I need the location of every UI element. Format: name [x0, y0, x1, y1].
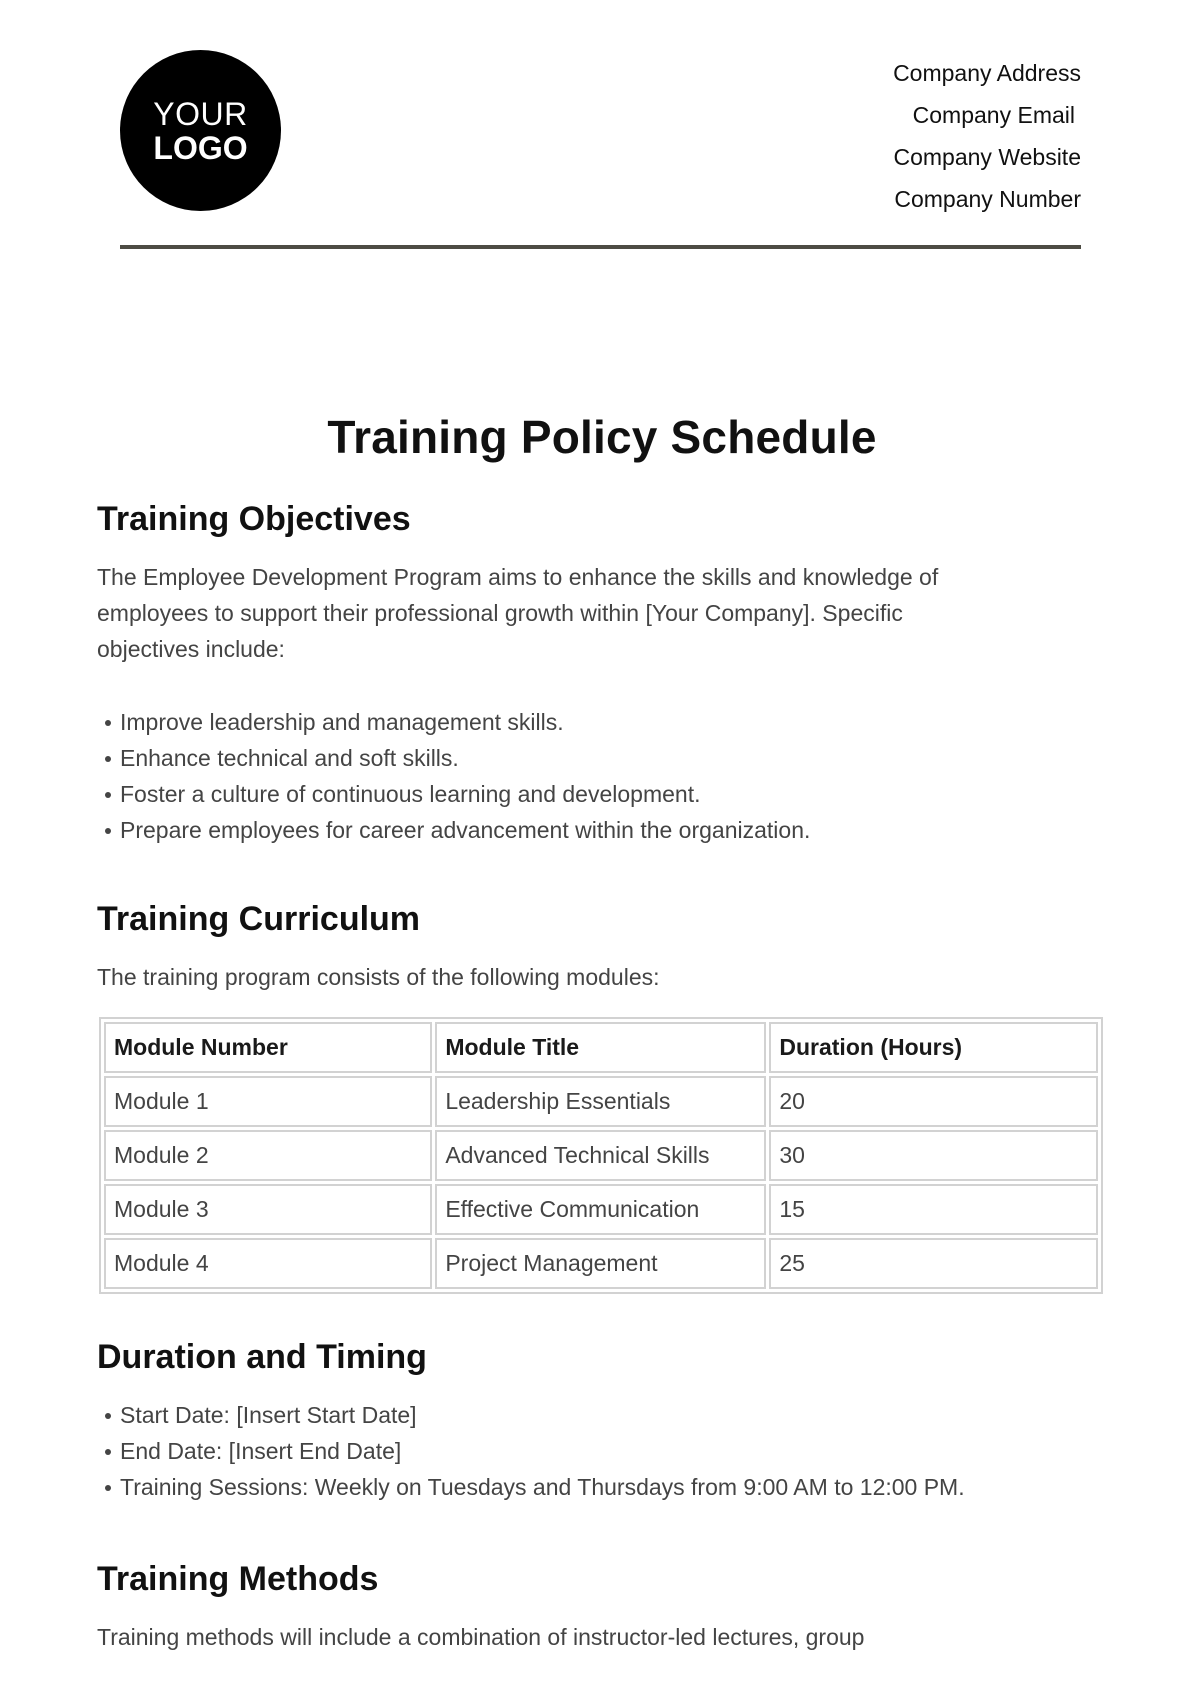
list-item: Foster a culture of continuous learning and development. — [97, 776, 1097, 812]
table-header-row — [104, 1022, 1098, 1073]
table-cell: Leadership Essentials — [435, 1076, 766, 1127]
methods-intro: Training methods will include a combination of instructor-led lectures, group — [97, 1624, 865, 1650]
list-item: Start Date: [Insert Start Date] — [97, 1397, 1097, 1433]
objectives-intro-line-3: objectives include: — [97, 636, 285, 662]
table-cell: Module 4 — [104, 1238, 432, 1289]
section-heading-timing: Duration and Timing — [97, 1338, 427, 1376]
section-heading-curriculum: Training Curriculum — [97, 900, 421, 938]
company-info — [893, 52, 1081, 220]
logo-text-logo: LOGO — [153, 129, 248, 166]
company-website: Company Website — [893, 144, 1081, 170]
table-row — [104, 1184, 1098, 1235]
curriculum-intro: The training program consists of the following modules: — [97, 964, 660, 990]
header-divider — [120, 245, 1081, 249]
table-cell: Effective Communication — [435, 1184, 766, 1235]
table-cell: 30 — [769, 1130, 1098, 1181]
table-cell: Module 3 — [104, 1184, 432, 1235]
table-row — [104, 1238, 1098, 1289]
table-row — [104, 1076, 1098, 1127]
objectives-intro-line-2: employees to support their professional growth within [Your Company]. Specific — [97, 600, 903, 626]
column-header-module-title: Module Title — [435, 1022, 766, 1073]
section-heading-methods: Training Methods — [97, 1560, 379, 1598]
table-cell: 15 — [769, 1184, 1098, 1235]
company-email: Company Email — [912, 102, 1075, 128]
objectives-intro — [97, 559, 1097, 667]
company-number: Company Number — [894, 186, 1081, 212]
objectives-intro-line-1: The Employee Development Program aims to enhance the skills and knowledge of — [97, 564, 939, 590]
table-cell: 25 — [769, 1238, 1098, 1289]
column-header-duration: Duration (Hours) — [769, 1022, 1098, 1073]
document-title: Training Policy Schedule — [327, 411, 877, 463]
document-body — [97, 410, 1097, 1655]
list-item: Enhance technical and soft skills. — [97, 740, 1097, 776]
table-cell: Advanced Technical Skills — [435, 1130, 766, 1181]
timing-list — [97, 1397, 1097, 1505]
logo-text-your: YOUR — [153, 95, 248, 132]
company-address: Company Address — [893, 60, 1081, 86]
list-item: Prepare employees for career advancement within the organization. — [97, 812, 1097, 848]
list-item: Training Sessions: Weekly on Tuesdays and Thursdays from 9:00 AM to 12:00 PM. — [97, 1469, 1097, 1505]
table-cell: Project Management — [435, 1238, 766, 1289]
column-header-module-number: Module Number — [104, 1022, 432, 1073]
modules-table — [99, 1017, 1103, 1294]
objectives-list — [97, 704, 1097, 848]
section-heading-objectives: Training Objectives — [97, 500, 411, 538]
table-cell: 20 — [769, 1076, 1098, 1127]
table-row — [104, 1130, 1098, 1181]
list-item: End Date: [Insert End Date] — [97, 1433, 1097, 1469]
list-item: Improve leadership and management skills. — [97, 704, 1097, 740]
table-cell: Module 1 — [104, 1076, 432, 1127]
table-cell: Module 2 — [104, 1130, 432, 1181]
company-logo — [120, 50, 281, 211]
